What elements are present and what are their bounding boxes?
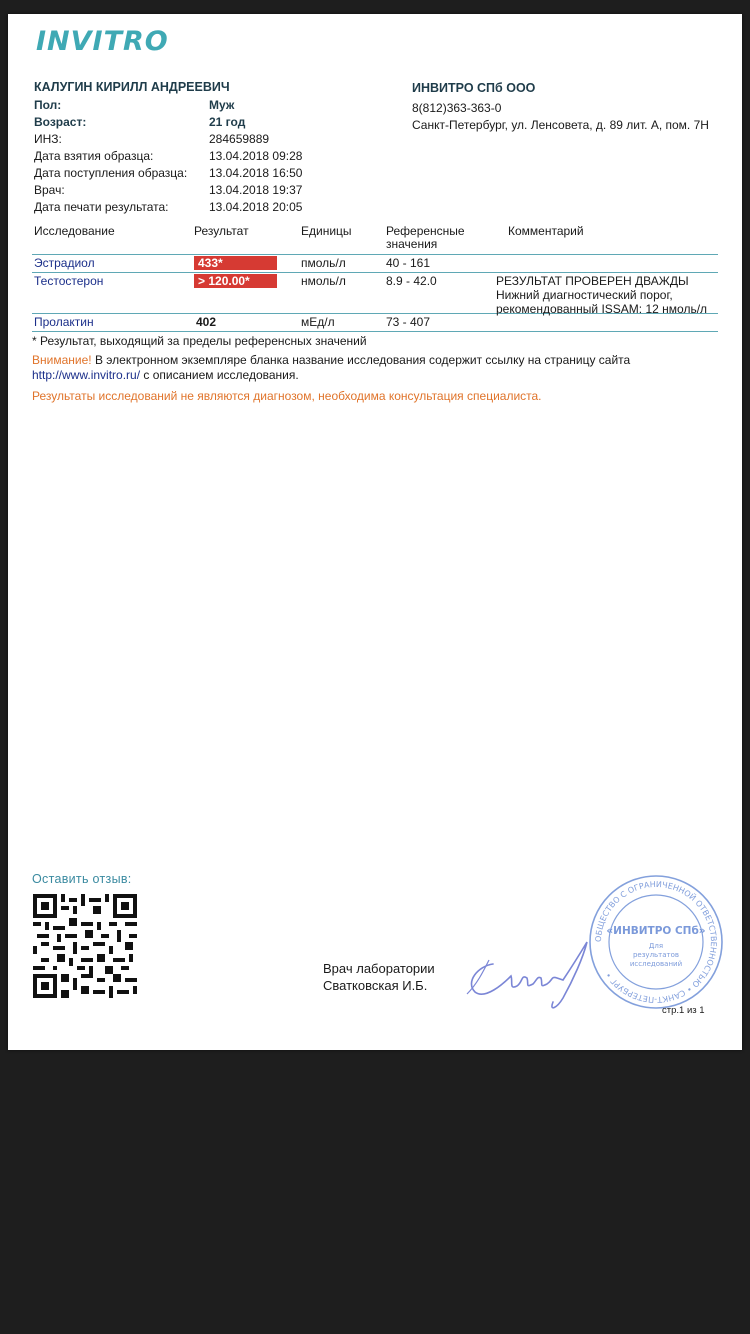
table-row: [32, 314, 718, 332]
result-flagged: > 120.00*: [194, 274, 277, 288]
invitro-logo: INVITRO: [36, 26, 169, 57]
field-receipt-date: Дата поступления образца: 13.04.2018 16:50: [34, 166, 303, 180]
signature-icon: [453, 924, 593, 1014]
stamp-seal-icon: [586, 872, 726, 1012]
units: нмоль/л: [301, 274, 346, 288]
results-table: [32, 224, 718, 332]
disclaimer: Результаты исследований не являются диагнозом, необходима консультация специалиста.: [32, 389, 542, 403]
reference-range: 8.9 - 42.0: [386, 274, 437, 288]
svg-text:«ИНВИТРО СПб»: «ИНВИТРО СПб»: [606, 925, 706, 937]
reference-range: 73 - 407: [386, 315, 431, 329]
review-label: Оставить отзыв:: [32, 872, 132, 886]
lab-address: Санкт-Петербург, ул. Ленсовета, д. 89 лит. А, пом. 7Н: [412, 118, 709, 132]
page-number: стр.1 из 1: [662, 1005, 705, 1016]
footnote: * Результат, выходящий за пределы референсных значений: [32, 334, 367, 348]
header-ref: Референсные значения: [386, 224, 465, 251]
qr-code-icon[interactable]: [33, 894, 137, 998]
attention-note: Внимание! В электронном экземпляре бланка название исследования содержит ссылку на страницу сайта: [32, 353, 631, 367]
units: пмоль/л: [301, 256, 346, 270]
comment: РЕЗУЛЬТАТ ПРОВЕРЕН ДВАЖДЫ Нижний диагностический порог, рекомендованный ISSAM: 12 нмоль/л: [496, 274, 708, 316]
result-flagged: 433*: [194, 256, 277, 270]
attention-label: Внимание!: [32, 353, 92, 367]
header-units: Единицы: [301, 224, 352, 238]
test-link-testosterone[interactable]: Тестостерон: [34, 274, 104, 288]
notes: [32, 334, 722, 404]
table-row: [32, 255, 718, 273]
result-value: 402: [196, 315, 217, 329]
field-print-date: Дата печати результата: 13.04.2018 20:05: [34, 200, 303, 214]
header-comment: Комментарий: [508, 224, 584, 238]
test-link-estradiol[interactable]: Эстрадиол: [34, 256, 95, 270]
lab-phone: 8(812)363-363-0: [412, 101, 502, 115]
signer-name: Сватковская И.Б.: [323, 978, 428, 993]
field-age: Возраст: 21 год: [34, 115, 246, 129]
patient-info: [34, 80, 302, 216]
field-sample-date: Дата взятия образца: 13.04.2018 09:28: [34, 149, 303, 163]
signer: [323, 960, 435, 994]
field-inz: ИНЗ: 284659889: [34, 132, 270, 146]
header-test: Исследование: [34, 224, 115, 238]
table-row: [32, 273, 718, 314]
invitro-link[interactable]: http://www.invitro.ru/: [32, 368, 141, 382]
svg-text:Для: Для: [648, 942, 664, 950]
units: мЕд/л: [301, 315, 335, 329]
header-result: Результат: [194, 224, 249, 238]
lab-info: [412, 80, 709, 134]
lab-name: ИНВИТРО СПб ООО: [412, 81, 536, 95]
field-doctor: Врач: 13.04.2018 19:37: [34, 183, 303, 197]
table-header: [32, 224, 718, 255]
test-link-prolactin[interactable]: Пролактин: [34, 315, 94, 329]
signer-title: Врач лаборатории: [323, 961, 435, 976]
reference-range: 40 - 161: [386, 256, 431, 270]
patient-name: КАЛУГИН КИРИЛЛ АНДРЕЕВИЧ: [34, 80, 230, 94]
svg-text:исследований: исследований: [629, 960, 683, 968]
field-sex: Пол: Муж: [34, 98, 235, 112]
svg-text:ОБЩЕСТВО С ОГРАНИЧЕННОЙ ОТВЕТС: ОБЩЕСТВО С ОГРАНИЧЕННОЙ ОТВЕТСТВЕННОСТЬЮ • САНКТ-ПЕТЕРБУРГ •: [593, 879, 719, 1005]
svg-text:результатов: результатов: [632, 951, 680, 959]
link-line: http://www.invitro.ru/ с описанием исследования.: [32, 368, 299, 382]
result-page: [8, 14, 742, 1050]
